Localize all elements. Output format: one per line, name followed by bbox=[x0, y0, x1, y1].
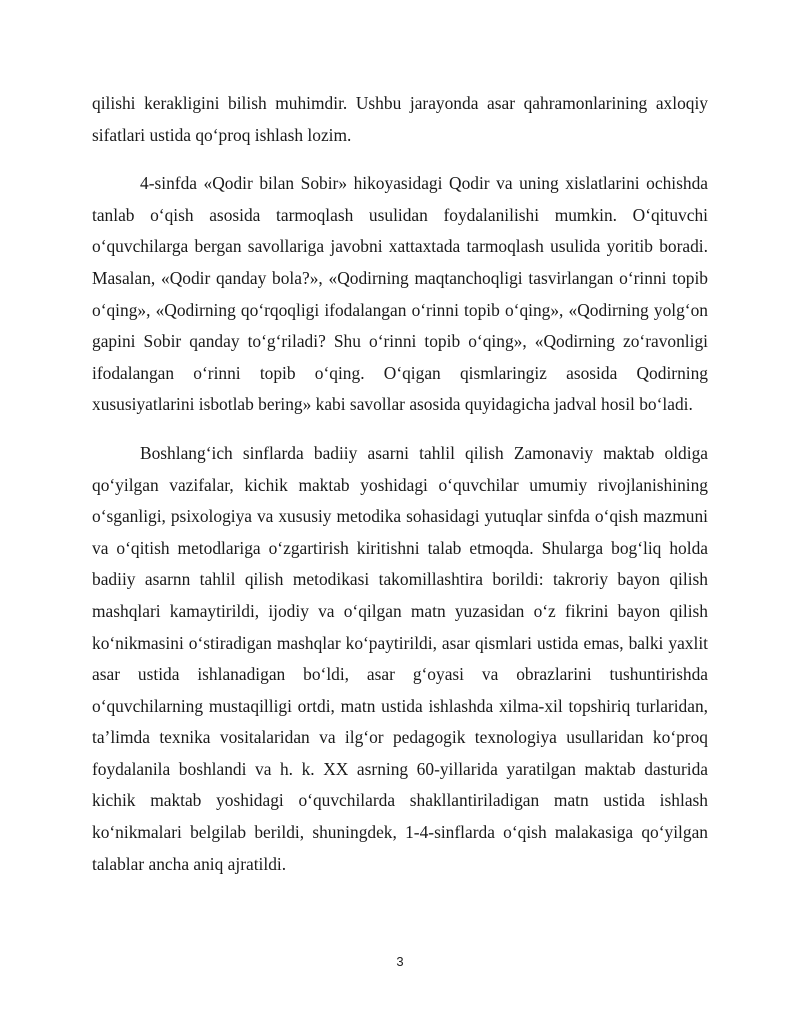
paragraph-continuation: qilishi kerakligini bilish muhimdir. Ushbu jarayonda asar qahramonlarining axloqiy sifatlari ustida qo‘proq ishlash lozim. bbox=[92, 93, 708, 145]
paragraph-badiiy-asar-tahlil: Boshlang‘ich sinflarda badiiy asarni tahlil qilish Zamonaviy maktab oldiga qo‘yilgan vazifalar, kichik maktab yoshidagi o‘quvchilar umumiy rivojlanishining o‘sganligi, psixologiya va xususiy metodika sohasidagi yutuqlar sinfda o‘qish mazmuni va o‘qitish metodlariga o‘zgartirish kiritishni talab etmoqda. Shularga bog‘liq holda badiiy asarnn tahlil qilish metodikasi takomillashtira borildi: takroriy bayon qilish mashqlari kamaytirildi, ijodiy va o‘qilgan matn yuzasidan o‘z fikrini bayon qilish ko‘nikmasini o‘stiradigan mashqlar ko‘paytirildi, asar qismlari ustida emas, balki yaxlit asar ustida ishlanadigan bo‘ldi, asar g‘oyasi va obrazlarini tushuntirishda o‘quvchilarning mustaqilligi ortdi, matn ustida ishlashda xilma-xil topshiriq turlaridan, ta’limda texnika vositalaridan va ilg‘or pedagogik texnologiya usullaridan ko‘proq foydalanila boshlandi va h. k. XX asrning 60-yillarida yaratilgan maktab dasturida kichik maktab yoshidagi o‘quvchilarda shakllantiriladigan matn ustida ishlash ko‘nikmalari belgilab berildi, shuningdek, 1-4-sinflarda o‘qish malakasiga qo‘yilgan talablar ancha aniq ajratildi. bbox=[92, 442, 708, 874]
page-number: 3 bbox=[396, 954, 404, 969]
paragraph-qodir-sobir: 4-sinfda «Qodir bilan Sobir» hikoyasidagi Qodir va uning xislatlarini ochishda tanlab o‘qish asosida tarmoqlash usulidan foydalanilishi mumkin. O‘qituvchi o‘quvchilarga bergan savollariga javobni xattaxtada tarmoqlash usulida yoritib boradi. Masalan, «Qodir qanday bola?», «Qodirning maqtanchoqligi tasvirlangan o‘rinni topib o‘qing», «Qodirning qo‘rqoqligi ifodalangan o‘rinni topib o‘qing», «Qodirning yolg‘on gapini Sobir qanday to‘g‘riladi? Shu o‘rinni topib o‘qing», «Qodirning zo‘ravonligi ifodalangan o‘rinni topib o‘qing. O‘qigan qismlaringiz asosida Qodirning xususiyatlarini isbotlab bering» kabi savollar asosida quyidagicha jadval hosil bo‘ladi. bbox=[92, 173, 708, 415]
document-page bbox=[92, 88, 708, 897]
